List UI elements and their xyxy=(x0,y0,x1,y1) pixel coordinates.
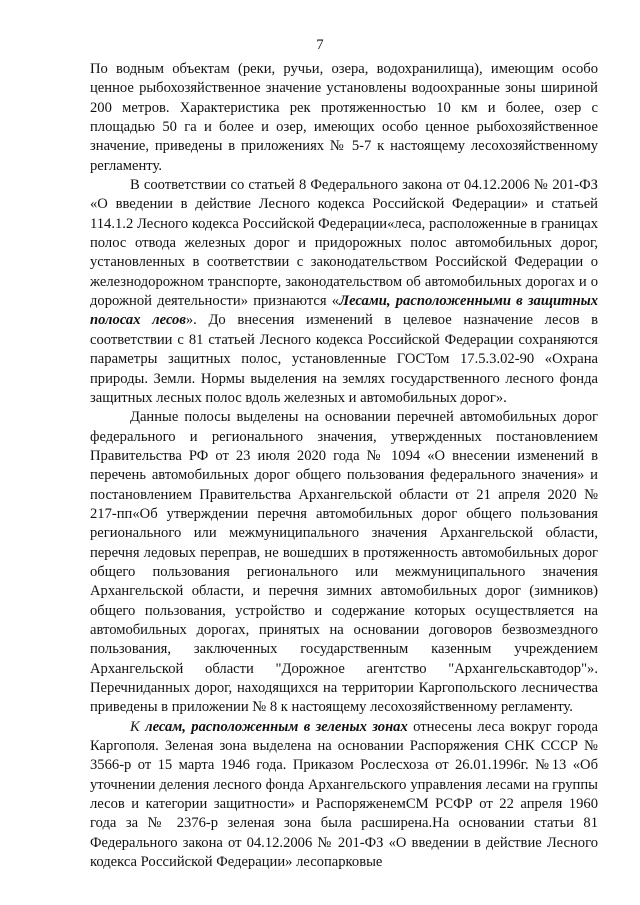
paragraph-protective-strips xyxy=(90,176,598,408)
document-body xyxy=(90,60,598,872)
paragraph-water-protection-zones: По водным объектам (реки, ручьи, озера, водохранилища), имеющим особо ценное рыбохозяйственное значение установлены водоохранные зоны шириной 200 метров. Характеристика рек протяженностью 10 км и более, озер с площадью 50 га и более и озер, имеющих особо ценное рыбохозяйственное значение, приведены в приложениях № 5-7 к настоящему лесохозяйственному регламенту. xyxy=(90,61,598,174)
paragraph-road-lists: Данные полосы выделены на основании перечней автомобильных дорог федерального и регионального значения, утвержденных постановлением Правительства РФ от 23 июля 2020 года № 1094 «О внесении изменений в перечень автомобильных дорог общего пользования федерального значения» и постановлением Правительства Архангельской области от 21 апреля 2020 № 217-пп«Об утверждении перечня автомобильных дорог общего пользования регионального или межмуниципального значения Архангельской области, перечня ледовых переправ, не вошедших в протяженность автомобильных дорог общего пользования регионального или межмуниципального значения Архангельской области, и перечня зимних автомобильных дорог (зимников) общего пользования, устройство и содержание которых осуществляется на автомобильных дорогах, принятых на основании договоров безвозмездного пользования, заключенных государственным казенным учреждением Архангельской области "Дорожное агентство "Архангельскавтодор"». Перечниданных дорог, находящихся на территории Каргопольского лесничества приведены в приложении № 8 к настоящему лесохозяйственному регламенту. xyxy=(90,409,598,716)
paragraph-text: ». До внесения изменений в целевое назначение лесов в соответствии с 81 статьей Лесного кодекса Российской Федерации сохраняются параметры защитных полос, установленные ГОСТом 17.5.3.02-90 «Охрана природы. Земли. Нормы выделения на землях государственного лесного фонда защитных лесных полос вдоль железных и автомобильных дорог». xyxy=(90,312,598,406)
paragraph-text: В соответствии со статьей 8 Федерального закона от 04.12.2006 № 201-ФЗ «О введении в действие Лесного кодекса Российской Федерации» и статьей 114.1.2 Лесного кодекса Российской Федерации«леса, расположенные в границах полос отвода железных дорог и придорожных полос автомобильных дорог, установленных в соответствии с законодательством Российской Федерации о железнодорожном транспорте, законодательством об автомобильных дорогах и о дорожной деятельности» признаются « xyxy=(90,177,598,310)
emphasis-protective-strip-forests: Лесами, расположенными в защитных полосах лесов xyxy=(90,293,598,329)
paragraph-green-zones xyxy=(90,718,598,873)
paragraph-lead-text: К xyxy=(130,718,146,735)
page-number: 7 xyxy=(316,37,324,53)
paragraph-text: отнесены леса вокруг города Каргополя. Зеленая зона выделена на основании Распоряжения СНК СССР № 3566-р от 15 марта 1946 года. Приказом Рослесхоза от 26.01.1996г. №13 «Об уточнении деления лесного фонда Архангельского управления лесами на группы лесов и категории защитности» и РаспоряженемСМ РСФР от 22 апреля 1960 года за № 2376-р зеленая зона была расширена.На основании статьи 81 Федерального закона от 04.12.2006 № 201-ФЗ «О введении в действие Лесного кодекса Российской Федерации» лесопарковые xyxy=(90,718,598,871)
emphasis-green-zone-forests: лесам, расположенным в зеленых зонах xyxy=(145,718,408,735)
